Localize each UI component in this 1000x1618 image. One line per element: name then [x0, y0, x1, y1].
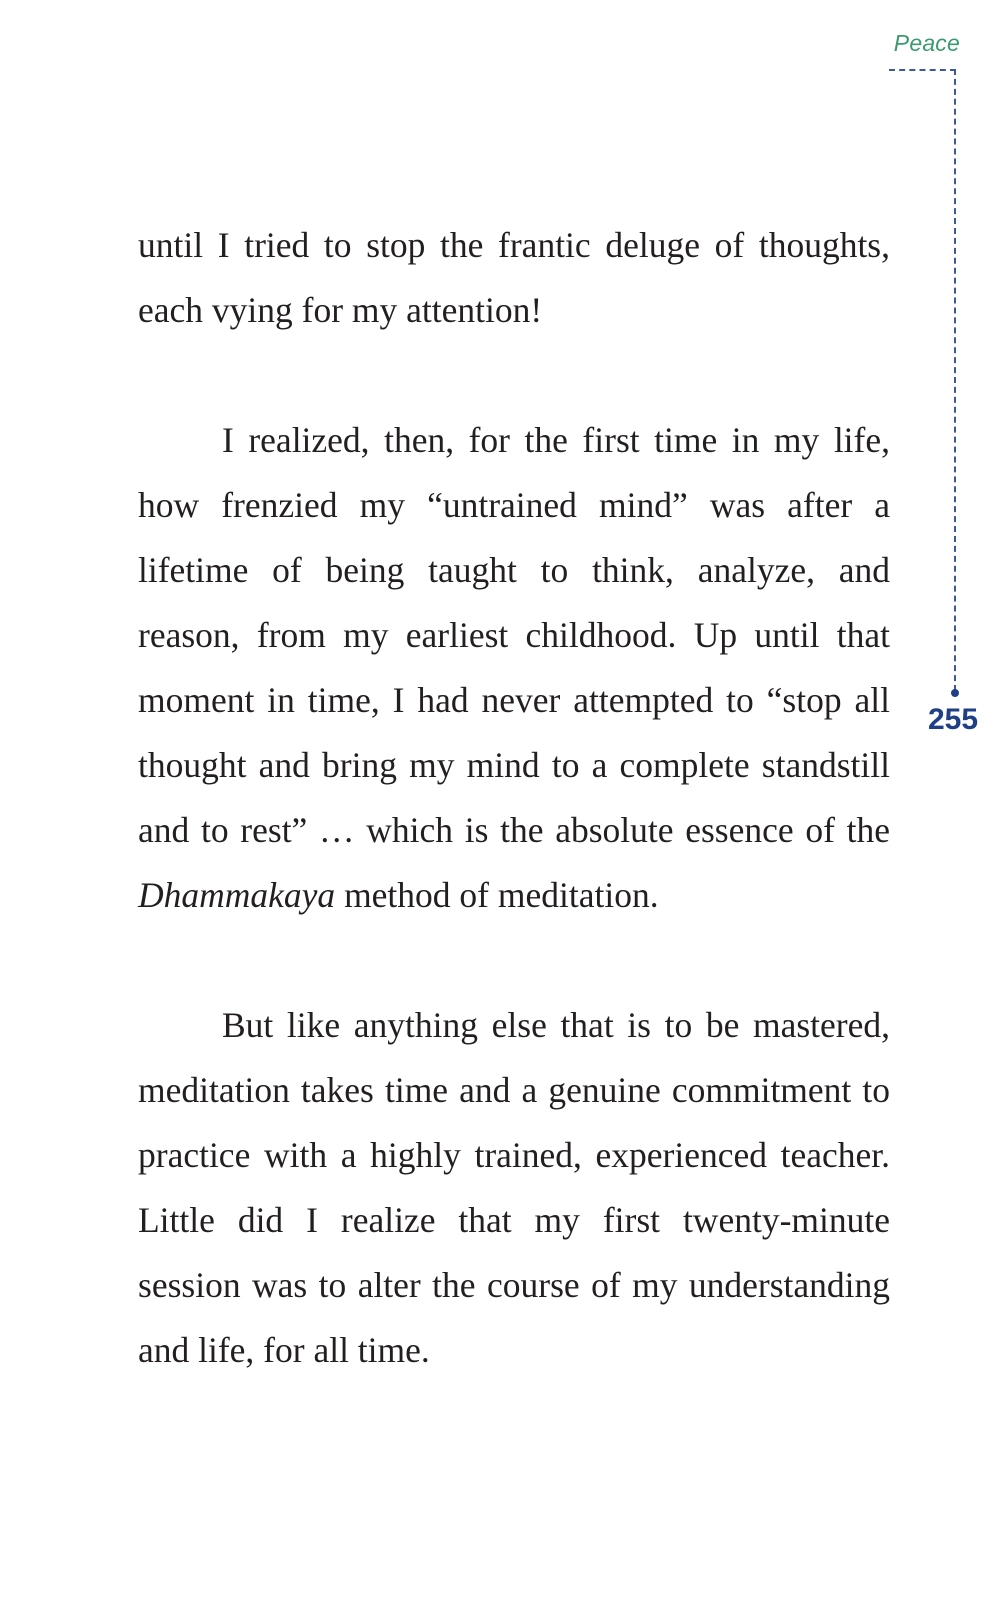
page-number: 255	[927, 703, 979, 736]
paragraph-2-text-start: I realized, then, for the first time in my life, how frenzied my “untrained mind” was after a lifetime of being taught to think, analyze, and reason, from my earliest childhood. Up until that moment in time, I had never attempted to “stop all thought and bring my mind to a complete standstill and to rest” … which is the absolute essence of the	[138, 420, 890, 850]
paragraph-2-text-end: method of meditation.	[335, 875, 659, 915]
page-guide-line-top	[889, 69, 956, 71]
body-text	[138, 213, 890, 1383]
paragraph-3: But like anything else that is to be mastered, meditation takes time and a genuine commitment to practice with a highly trained, experienced teacher. Little did I realize that my first twenty-minute session was to alter the course of my understanding and life, for all time.	[138, 1005, 890, 1370]
paragraph-2-emphasis: Dhammakaya	[138, 875, 336, 915]
running-header-section-title: Peace	[893, 30, 960, 56]
page-guide-line-side	[954, 69, 956, 691]
paragraph-2	[138, 408, 890, 928]
paragraph-1: until I tried to stop the frantic deluge of thoughts, each vying for my attention!	[138, 225, 890, 330]
page-guide-dot	[951, 689, 959, 697]
